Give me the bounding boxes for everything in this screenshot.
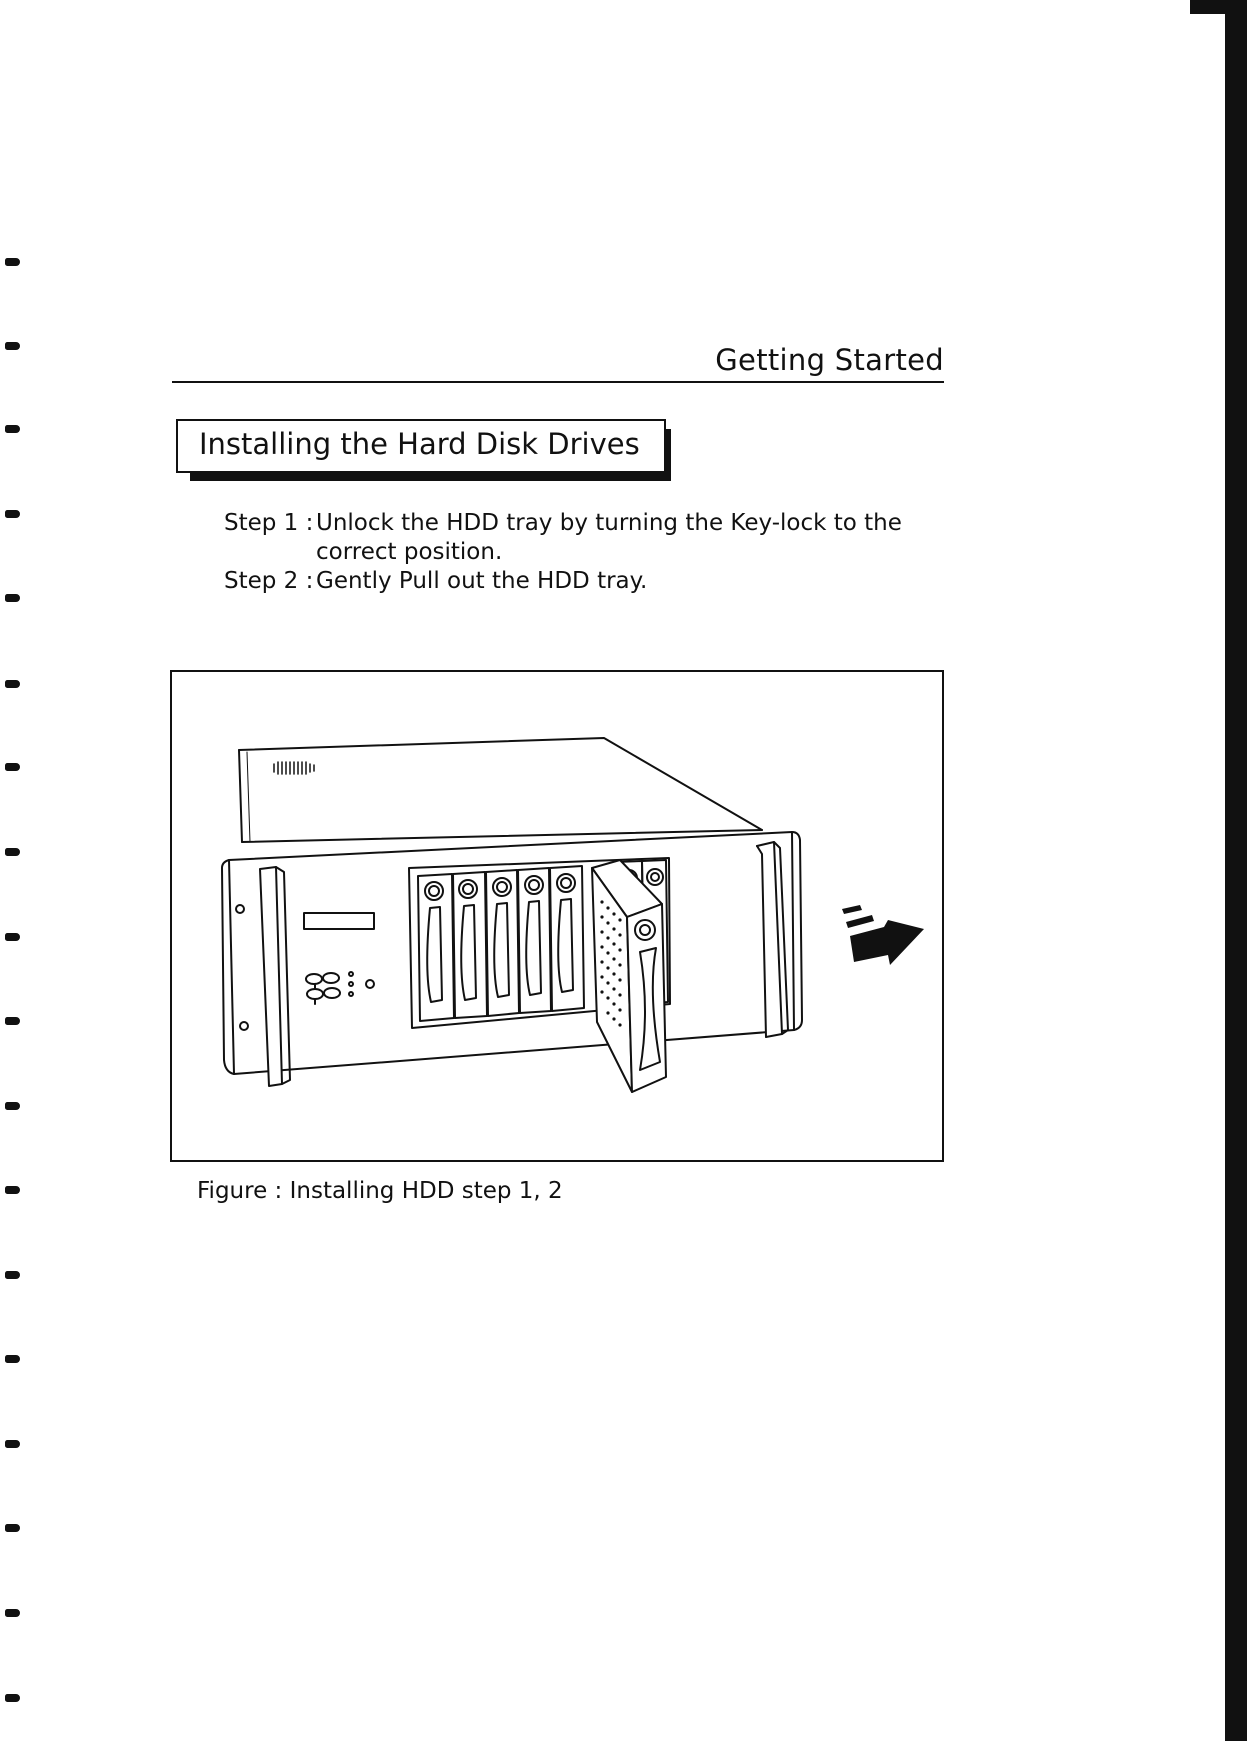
binding-mark bbox=[5, 933, 20, 941]
binding-mark bbox=[5, 1017, 20, 1025]
binding-mark bbox=[5, 1694, 20, 1702]
drive-tray bbox=[453, 872, 487, 1018]
binding-mark bbox=[5, 1355, 20, 1363]
step-text: Unlock the HDD tray by turning the Key-lock to the bbox=[316, 510, 902, 536]
pull-out-arrow-icon bbox=[842, 905, 924, 965]
server-chassis-illustration bbox=[172, 672, 942, 1160]
binding-mark bbox=[5, 1102, 20, 1110]
drive-tray bbox=[518, 868, 551, 1013]
binding-mark bbox=[5, 342, 20, 350]
pulled-out-tray bbox=[592, 860, 666, 1092]
step-label: Step 2 : bbox=[224, 568, 314, 594]
binding-mark bbox=[5, 510, 20, 518]
figure-frame bbox=[170, 670, 944, 1162]
figure-caption: Figure : Installing HDD step 1, 2 bbox=[197, 1178, 563, 1204]
scan-edge-right bbox=[1225, 0, 1247, 1741]
step-text: correct position. bbox=[316, 539, 503, 565]
step-item-continuation bbox=[224, 538, 902, 567]
section-title: Installing the Hard Disk Drives bbox=[199, 427, 640, 461]
binding-mark bbox=[5, 680, 20, 688]
header-rule bbox=[172, 381, 944, 383]
binding-mark bbox=[5, 1440, 20, 1448]
step-item bbox=[224, 509, 902, 538]
page-header-title: Getting Started bbox=[715, 343, 944, 377]
step-label: Step 1 : bbox=[224, 510, 314, 536]
binding-mark bbox=[5, 425, 20, 433]
step-text: Gently Pull out the HDD tray. bbox=[316, 568, 648, 594]
steps-list bbox=[224, 509, 902, 596]
drive-tray bbox=[418, 874, 454, 1021]
binding-mark bbox=[5, 258, 20, 266]
vent-grille bbox=[274, 762, 314, 774]
binding-mark bbox=[5, 1609, 20, 1617]
section-title-box bbox=[176, 419, 666, 473]
binding-mark bbox=[5, 594, 20, 602]
binding-mark bbox=[5, 848, 20, 856]
binding-mark bbox=[5, 1186, 20, 1194]
step-item bbox=[224, 567, 902, 596]
drive-tray bbox=[550, 866, 584, 1011]
drive-tray bbox=[486, 870, 519, 1016]
binding-mark bbox=[5, 763, 20, 771]
binding-mark bbox=[5, 1524, 20, 1532]
binding-mark bbox=[5, 1271, 20, 1279]
